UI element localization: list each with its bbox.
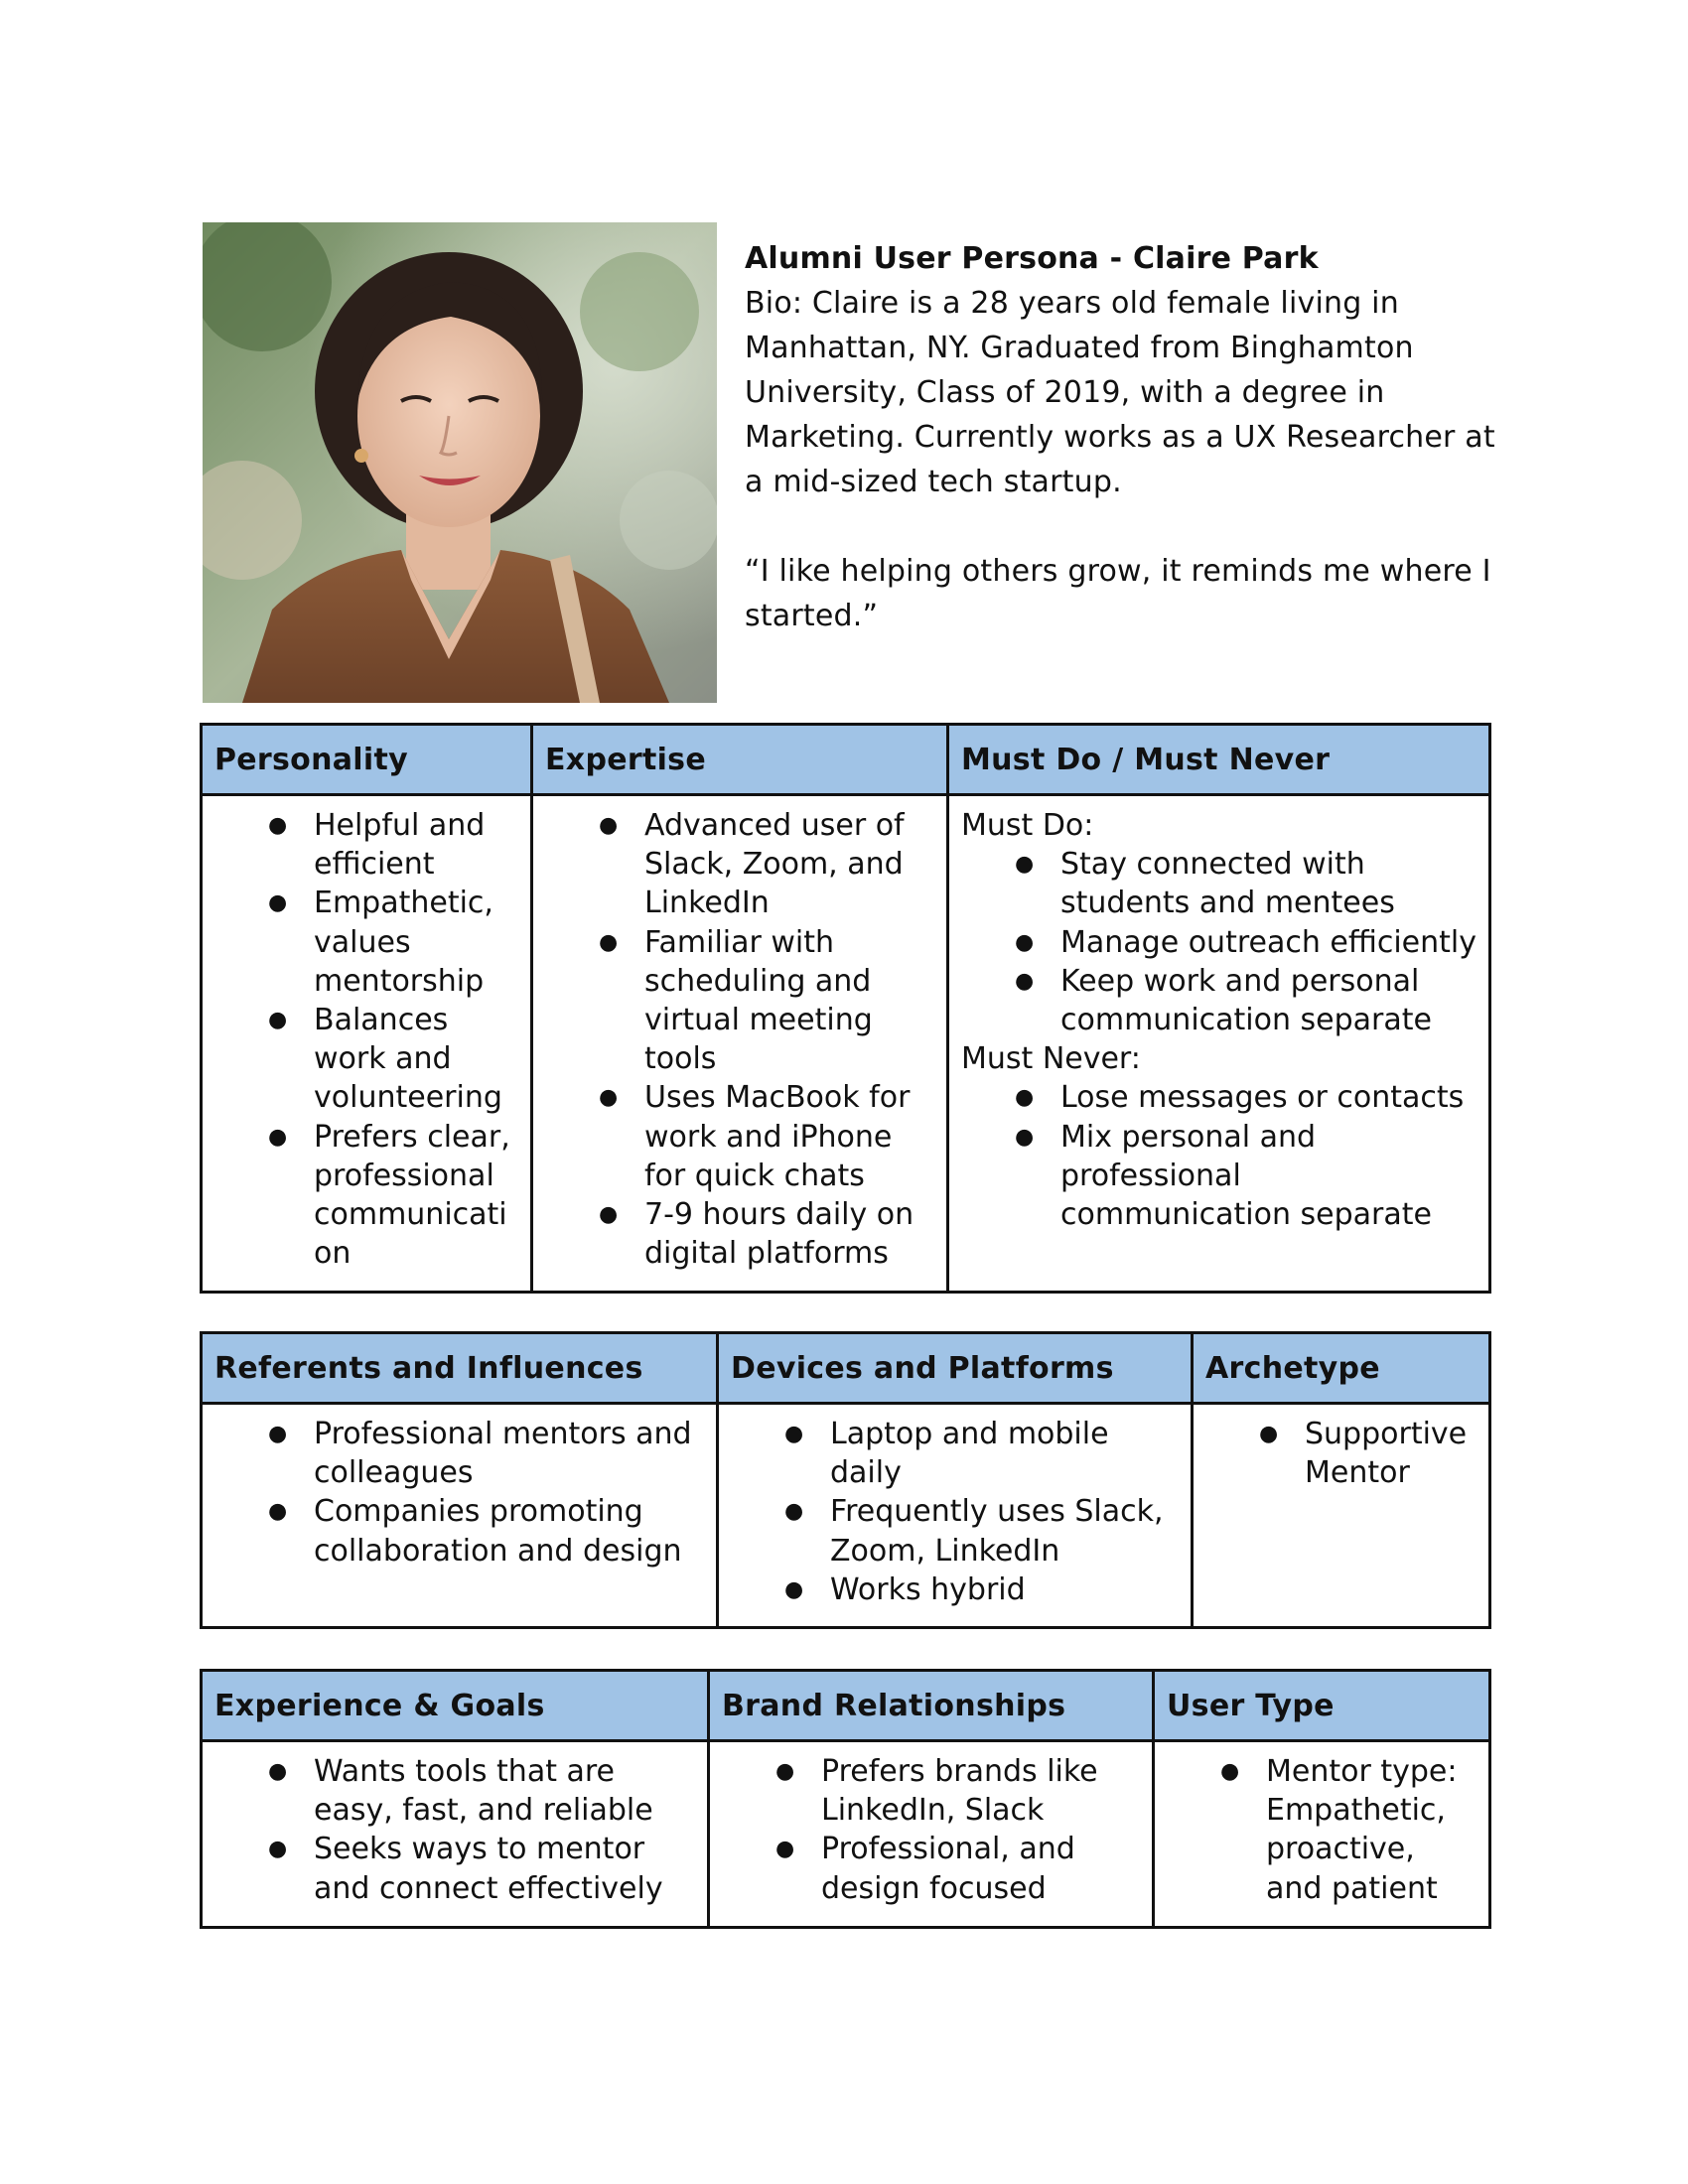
- list-item: ● Prefers clear, professional communication: [214, 1118, 518, 1274]
- cell-devices: [718, 1404, 1193, 1628]
- list-item: ● Empathetic, values mentorship: [214, 884, 518, 1001]
- list-item: ● Laptop and mobile daily: [731, 1415, 1179, 1492]
- must-do-list: [961, 845, 1477, 1039]
- list-item: ● Seeks ways to mentor and connect effectively: [214, 1830, 695, 1907]
- referents-list: [214, 1415, 704, 1570]
- list-item: ● Companies promoting collaboration and design: [214, 1492, 704, 1570]
- list-item: ● Mix personal and professional communication separate: [961, 1118, 1477, 1235]
- list-item: ● Advanced user of Slack, Zoom, and LinkedIn: [545, 806, 934, 923]
- list-item: ● Works hybrid: [731, 1570, 1179, 1609]
- list-item: ● Familiar with scheduling and virtual meeting tools: [545, 923, 934, 1079]
- header-referents-influences: Referents and Influences: [202, 1333, 718, 1404]
- cell-user-type: [1154, 1741, 1490, 1928]
- persona-title: Alumni User Persona - Claire Park: [745, 241, 1319, 276]
- list-item: ● Supportive Mentor: [1205, 1415, 1477, 1492]
- list-item: ● Stay connected with students and mentees: [961, 845, 1477, 922]
- persona-photo: [203, 222, 717, 703]
- header-personality: Personality: [202, 725, 532, 795]
- cell-referents: [202, 1404, 718, 1628]
- must-never-label: Must Never:: [961, 1041, 1141, 1077]
- cell-brands: [709, 1741, 1154, 1928]
- expertise-list: [545, 806, 934, 1273]
- list-item: ● Helpful and efficient: [214, 806, 518, 884]
- cell-archetype: [1193, 1404, 1490, 1628]
- must-do-label: Must Do:: [961, 808, 1094, 843]
- header-experience-goals: Experience & Goals: [202, 1671, 709, 1741]
- persona-bio-block: [745, 236, 1499, 638]
- persona-header: [203, 222, 1495, 705]
- user-type-list: [1167, 1752, 1477, 1908]
- list-item: ● Keep work and personal communication separate: [961, 962, 1477, 1039]
- goals-list: [214, 1752, 695, 1908]
- persona-quote: “I like helping others grow, it reminds me where I started.”: [745, 554, 1491, 633]
- list-item: ● Uses MacBook for work and iPhone for quick chats: [545, 1078, 934, 1195]
- archetype-list: [1205, 1415, 1477, 1492]
- header-devices-platforms: Devices and Platforms: [718, 1333, 1193, 1404]
- list-item: ● Wants tools that are easy, fast, and reliable: [214, 1752, 695, 1830]
- list-item: ● Professional, and design focused: [722, 1830, 1140, 1907]
- personality-list: [214, 806, 518, 1273]
- list-item: ● Prefers brands like LinkedIn, Slack: [722, 1752, 1140, 1830]
- list-item: ● Balances work and volunteering: [214, 1001, 518, 1118]
- list-item: ● 7-9 hours daily on digital platforms: [545, 1195, 934, 1273]
- devices-list: [731, 1415, 1179, 1609]
- cell-expertise: [532, 795, 948, 1293]
- must-never-list: [961, 1078, 1477, 1234]
- header-must-do-must-never: Must Do / Must Never: [948, 725, 1490, 795]
- list-item: ● Frequently uses Slack, Zoom, LinkedIn: [731, 1492, 1179, 1570]
- cell-goals: [202, 1741, 709, 1928]
- brands-list: [722, 1752, 1140, 1908]
- list-item: ● Lose messages or contacts: [961, 1078, 1477, 1117]
- persona-bio: Bio: Claire is a 28 years old female living in Manhattan, NY. Graduated from Binghamton University, Class of 2019, with a degree in Marketing. Currently works as a UX Researcher at a mid-sized tech startup.: [745, 286, 1495, 499]
- persona-table-3: [200, 1669, 1491, 1929]
- list-item: ● Mentor type: Empathetic, proactive, and patient: [1167, 1752, 1477, 1908]
- persona-table-2: [200, 1331, 1491, 1629]
- cell-must-do-must-never: [948, 795, 1490, 1293]
- persona-table-1: [200, 723, 1491, 1294]
- header-archetype: Archetype: [1193, 1333, 1490, 1404]
- list-item: ● Professional mentors and colleagues: [214, 1415, 704, 1492]
- cell-personality: [202, 795, 532, 1293]
- list-item: ● Manage outreach efficiently: [961, 923, 1477, 962]
- header-user-type: User Type: [1154, 1671, 1490, 1741]
- header-expertise: Expertise: [532, 725, 948, 795]
- header-brand-relationships: Brand Relationships: [709, 1671, 1154, 1741]
